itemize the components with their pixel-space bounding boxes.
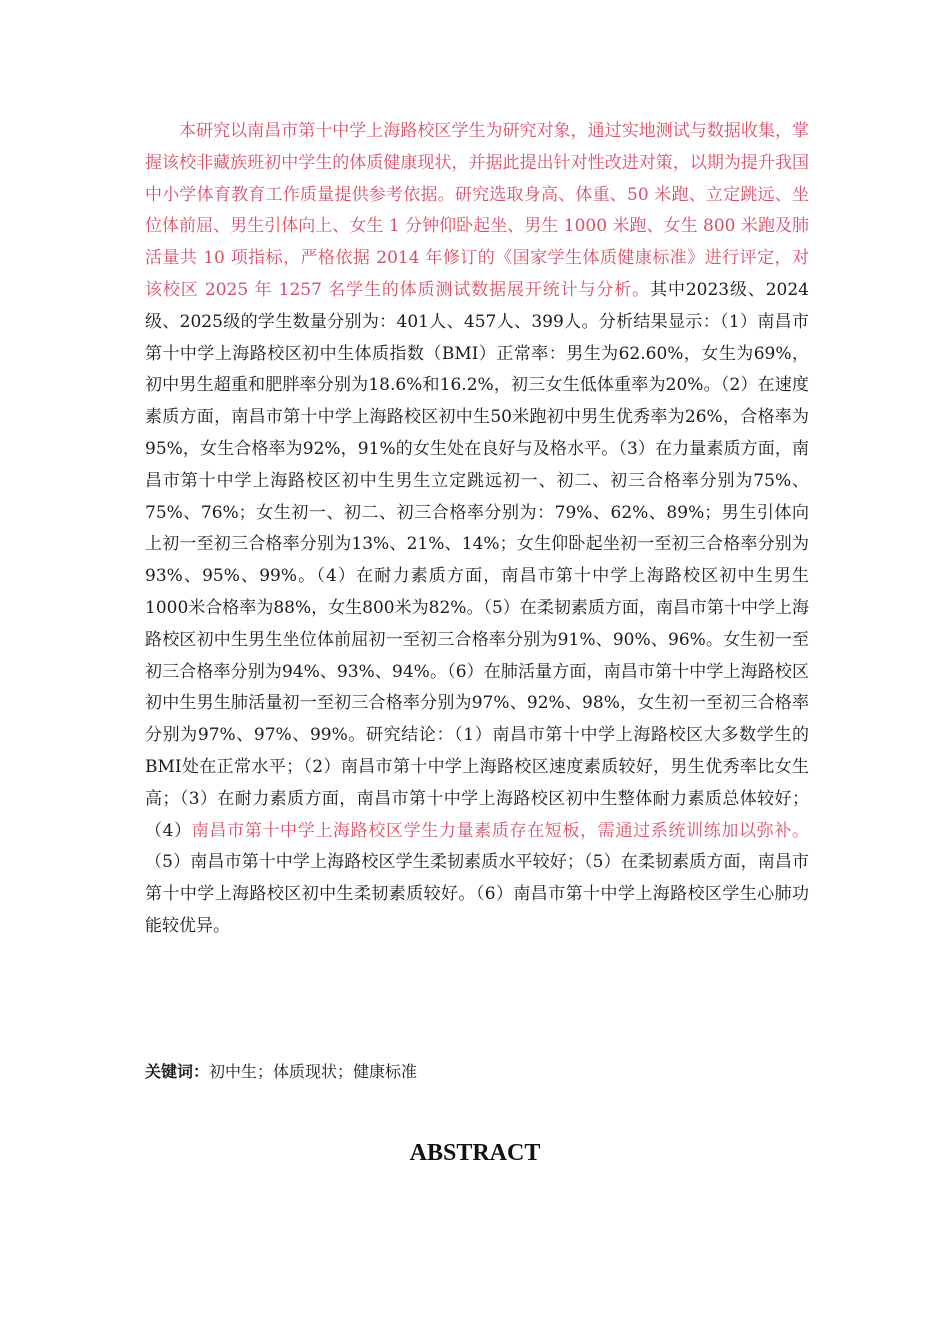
- abstract-heading: ABSTRACT: [409, 1140, 541, 1166]
- highlighted-text-1: 本研究以南昌市第十中学上海路校区学生为研究对象，通过实地测试与数据收集，掌握该校非藏族班初中学生的体质健康现状，并据此提出针对性改进对策，以期为提升我国中小学体育教育工作质量提供参考依据。研究选取身高、体重、50 米跑、立定跳远、坐位体前屈、男生引体向上、女生 1 分钟仰卧起坐、男生 1000 米跑、女生 800 米跑及肺活量共 10 项指标，严格依据 2014 年修订的《国家学生体质健康标准》进行评定，对该校区 2025 年 1257 名学生的体质测试数据展开统计与分析。: [145, 121, 809, 300]
- body-text-2: （5）南昌市第十中学上海路校区学生柔韧素质水平较好；（5）在柔韧素质方面，南昌市第十中学上海路校区初中生柔韧素质较好。（6）南昌市第十中学上海路校区学生心肺功能较优异。: [145, 852, 809, 936]
- keywords-value: 初中生；体质现状；健康标准: [209, 1062, 418, 1081]
- keywords-label: 关键词：: [145, 1062, 210, 1081]
- chinese-abstract-paragraph: [145, 116, 809, 943]
- body-text-1: 其中2023级、2024级、2025级的学生数量分别为：401人、457人、399人。分析结果显示：（1）南昌市第十中学上海路校区初中生体质指数（BMI）正常率：男生为62.60%，女生为69%，初中男生超重和肥胖率分别为18.6%和16.2%，初三女生低体重率为20%。（2）在速度素质方面，南昌市第十中学上海路校区初中生50米跑初中男生优秀率为26%，合格率为95%，女生合格率为92%，91%的女生处在良好与及格水平。（3）在力量素质方面，南昌市第十中学上海路校区初中生男生立定跳远初一、初二、初三合格率分别为75%、75%、76%；女生初一、初二、初三合格率分别为：79%、62%、89%；男生引体向上初一至初三合格率分别为13%、21%、14%；女生仰卧起坐初一至初三合格率分别为93%、95%、99%。（4）在耐力素质方面，南昌市第十中学上海路校区初中生男生1000米合格率为88%，女生800米为82%。（5）在柔韧素质方面，南昌市第十中学上海路校区初中生男生坐位体前屈初一至初三合格率分别为91%、90%、96%。女生初一至初三合格率分别为94%、93%、94%。（6）在肺活量方面，南昌市第十中学上海路校区初中生男生肺活量初一至初三合格率分别为97%、92%、98%，女生初一至初三合格率分别为97%、97%、99%。研究结论：（1）南昌市第十中学上海路校区大多数学生的BMI处在正常水平；（2）南昌市第十中学上海路校区速度素质较好，男生优秀率比女生高；（3）在耐力素质方面，南昌市第十中学上海路校区初中生整体耐力素质总体较好；（4）: [145, 279, 809, 841]
- highlighted-text-2: 南昌市第十中学上海路校区学生力量素质存在短板，需通过系统训练加以弥补。: [191, 820, 809, 841]
- keywords-line: [145, 1057, 809, 1087]
